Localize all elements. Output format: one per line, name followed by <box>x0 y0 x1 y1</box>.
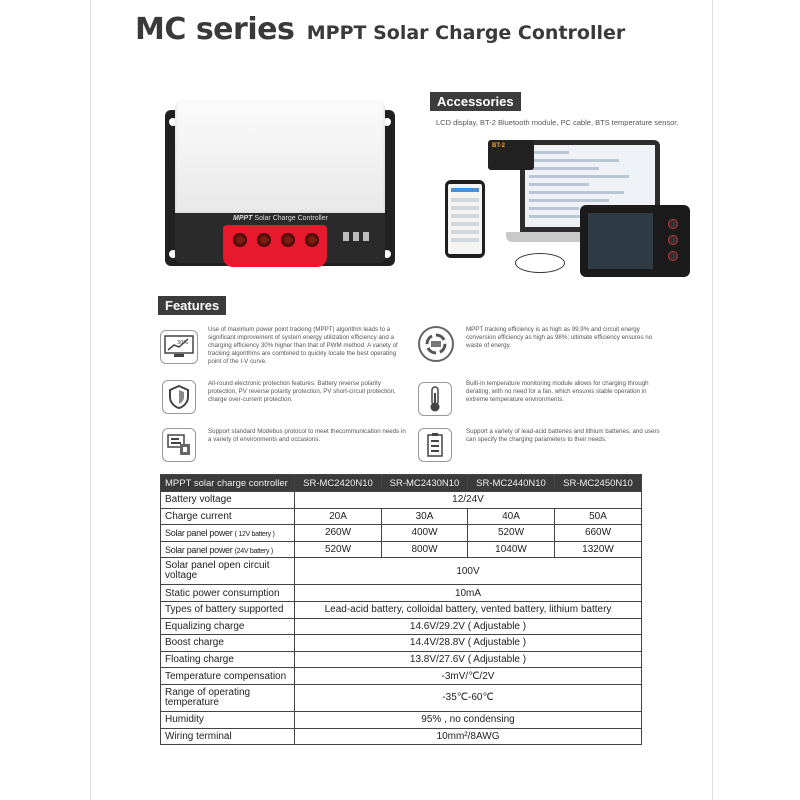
table-header-row <box>161 475 642 492</box>
row-label: Static power consumption <box>161 585 295 602</box>
cell-value: 14.4V/28.8V ( Adjustable ) <box>295 635 642 652</box>
table-row <box>161 558 642 585</box>
page-title <box>135 12 625 47</box>
column-header: SR-MC2420N10 <box>295 475 382 492</box>
row-label: Solar panel open circuit voltage <box>161 558 295 585</box>
controller-label <box>233 215 328 222</box>
terminal-block <box>223 225 327 267</box>
cell-value: -3mV/℃/2V <box>295 668 642 685</box>
row-label: Wiring terminal <box>161 728 295 745</box>
terminal-screw <box>257 233 271 247</box>
row-label: Temperature compensation <box>161 668 295 685</box>
column-header: SR-MC2450N10 <box>555 475 642 492</box>
cell-value: 50A <box>555 508 642 525</box>
accessories-heading: Accessories <box>430 92 521 111</box>
accessories-image <box>440 135 695 290</box>
table-row <box>161 728 642 745</box>
controller-label-text: Solar Charge Controller <box>254 215 328 222</box>
row-label-text: Solar panel power <box>165 527 233 538</box>
conversion-cycle-icon <box>418 326 454 362</box>
table-row <box>161 651 642 668</box>
row-label: Humidity <box>161 711 295 728</box>
row-label-note: ( 12V battery ) <box>234 530 275 538</box>
table-row <box>161 508 642 525</box>
row-label: Floating charge <box>161 651 295 668</box>
cell-value: 20A <box>295 508 382 525</box>
cell-value: 10mm²/8AWG <box>295 728 642 745</box>
row-label: Types of battery supported <box>161 601 295 618</box>
table-row <box>161 668 642 685</box>
row-label <box>161 525 295 542</box>
table-row <box>161 635 642 652</box>
series-title: MC series <box>135 12 295 47</box>
row-label-note: (24V battery ) <box>234 547 273 555</box>
feature-text-battery-support: Support a variety of lead-acid batteries and lithium batteries, and users can specify the charging parameters to their needs. <box>466 428 660 443</box>
cell-value: 660W <box>555 525 642 542</box>
table-row <box>161 525 642 542</box>
table-row <box>161 618 642 635</box>
controller-front-cover <box>175 100 385 215</box>
page-edge-left <box>90 0 91 800</box>
cell-value: 1320W <box>555 541 642 558</box>
cell-value: 520W <box>295 541 382 558</box>
specification-table <box>160 474 642 745</box>
page-edge-right <box>712 0 713 800</box>
feature-text-protection: All-round electronic protection features: Battery reverse polarity protection, PV reverse polarity protection, PV short-circuit protection, charge over-current protection. <box>208 380 396 403</box>
accessories-description: LCD display, BT-2 Bluetooth module, PC cable, BTS temperature sensor. <box>436 118 679 127</box>
table-row <box>161 601 642 618</box>
efficiency-chart-icon <box>160 330 198 364</box>
cell-value: 30A <box>382 508 468 525</box>
row-label: Range of operating temperature <box>161 684 295 711</box>
table-row <box>161 541 642 558</box>
battery-settings-icon <box>418 428 452 462</box>
terminal-screw <box>281 233 295 247</box>
row-label: Boost charge <box>161 635 295 652</box>
cell-value: 800W <box>382 541 468 558</box>
shield-icon <box>162 380 196 414</box>
terminal-screw <box>305 233 319 247</box>
features-heading: Features <box>158 296 226 315</box>
cell-value: 13.8V/27.6V ( Adjustable ) <box>295 651 642 668</box>
column-header: MPPT solar charge controller <box>161 475 295 492</box>
cell-value: 95% , no condensing <box>295 711 642 728</box>
feature-text-temperature: Built-in temperature monitoring module allows for charging through derating, with no need for a fan, which ensures stable operation in extreme temperature environments. <box>466 380 649 403</box>
features-list <box>160 320 660 470</box>
controller-label-brand: MPPT <box>233 215 253 222</box>
cell-value: -35℃-60℃ <box>295 684 642 711</box>
column-header: SR-MC2430N10 <box>382 475 468 492</box>
series-subtitle: MPPT Solar Charge Controller <box>306 22 626 44</box>
table-row <box>161 585 642 602</box>
pc-cable-icon <box>515 253 565 273</box>
table-row <box>161 684 642 711</box>
status-leds <box>343 228 373 246</box>
row-label: Battery voltage <box>161 492 295 509</box>
row-label: Equalizing charge <box>161 618 295 635</box>
feature-text-efficiency: MPPT tracking efficiency is as high as 99.9% and circuit energy conversion efficiency as high as 98%; ultimate efficiency ensures no waste of energy. <box>466 326 653 349</box>
lcd-display-icon <box>580 205 690 277</box>
row-label: Charge current <box>161 508 295 525</box>
smartphone-icon <box>445 180 485 258</box>
cell-value: 100V <box>295 558 642 585</box>
feature-text-modbus: Support standard Modebus protocol to meet thecommunication needs in a variety of environments and occasions. <box>208 428 406 443</box>
cell-value: 10mA <box>295 585 642 602</box>
cell-value: 260W <box>295 525 382 542</box>
row-label <box>161 541 295 558</box>
table-row <box>161 492 642 509</box>
product-image <box>165 100 395 270</box>
cell-value: 14.6V/29.2V ( Adjustable ) <box>295 618 642 635</box>
thermometer-icon <box>418 382 452 416</box>
efficiency-badge: 30% <box>177 340 189 346</box>
column-header: SR-MC2440N10 <box>468 475 555 492</box>
cell-value: 520W <box>468 525 555 542</box>
terminal-screw <box>233 233 247 247</box>
modbus-communication-icon <box>162 428 196 462</box>
cell-value: 12/24V <box>295 492 642 509</box>
bluetooth-module-label: BT-2 <box>492 143 506 149</box>
feature-text-mppt: Use of maximum power point tracking (MPPT) algorithm leads to a significant improvement of system energy utilization efficiency and a charging efficiency 30% higher than that of PWM method. A variety of tracking algorithms are combined to quickly locate the best operating point of the I-V curve. <box>208 326 398 365</box>
cell-value: 400W <box>382 525 468 542</box>
cell-value: 1040W <box>468 541 555 558</box>
row-label-text: Solar panel power <box>165 544 233 555</box>
cell-value: Lead-acid battery, colloidal battery, vented battery, lithium battery <box>295 601 642 618</box>
cell-value: 40A <box>468 508 555 525</box>
table-row <box>161 711 642 728</box>
